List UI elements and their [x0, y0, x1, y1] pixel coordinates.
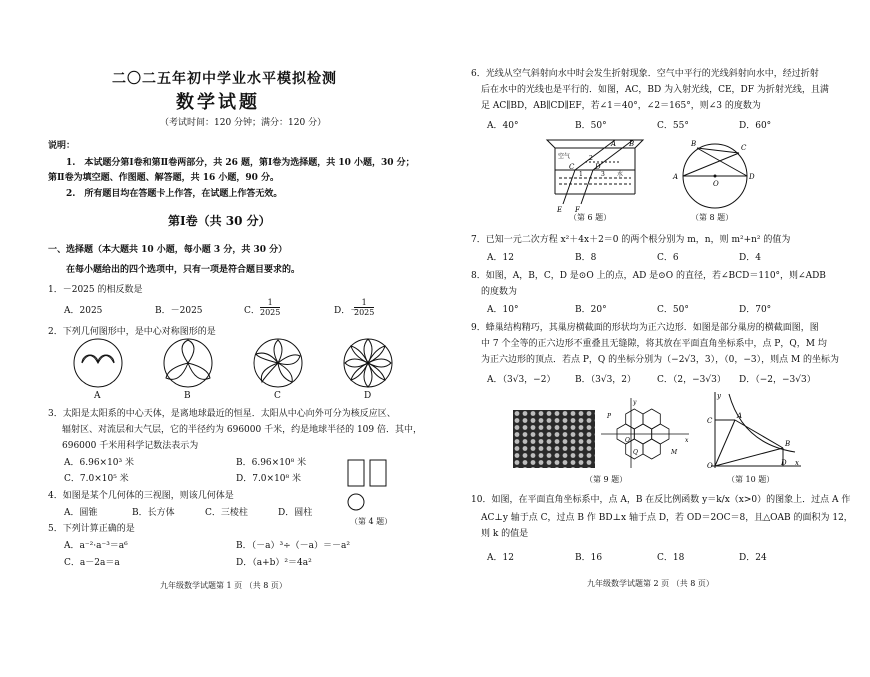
p6-label-e: E — [557, 206, 563, 214]
note-2: 2. 所有题目均在答题卡上作答，在试题上作答无效。 — [66, 189, 283, 199]
p9-label-x: x — [685, 437, 689, 444]
q2-figure-b — [164, 339, 212, 387]
q6-figure-caption: （第 6 题） — [569, 213, 612, 222]
p6-label-b: B — [629, 140, 635, 148]
q9-line-1: 9．蜂巢结构精巧，其巢房横截面的形状均为正六边形．如图是部分巢房的横截面图，图 — [471, 323, 819, 333]
q7-option-a: A．12 — [487, 253, 514, 263]
p6-label-a: A — [611, 140, 617, 148]
p10-label-b: B — [785, 440, 791, 448]
q5-option-a: A．a⁻²·a⁻³＝a⁶ — [64, 541, 128, 551]
q3-option-d: D．7.0×10⁸ 米 — [236, 474, 301, 484]
p10-label-c: C — [707, 417, 713, 425]
p9-label-y: y — [633, 399, 637, 406]
p6-label-f: F — [575, 206, 580, 214]
page-1-footer: 九年级数学试题第 1 页 （共 8 页） — [160, 581, 287, 590]
q6-option-a: A．40° — [487, 121, 519, 131]
p8-label-o: O — [713, 180, 719, 188]
q4-figure-caption: （第 4 题） — [350, 517, 393, 526]
q6-line-3: 足 AC∥BD，AB∥CD∥EF，若∠1＝40°，∠2＝165°，则∠3 的度数为 — [481, 101, 761, 111]
q3-line-3: 696000 千米用科学记数法表示为 — [62, 441, 199, 451]
q3-line-2: 辐射区、对流层和大气层，它的半径约为 696000 千米，约是地球半径的 109 倍．其中， — [62, 425, 422, 435]
q3-option-b: B．6.96×10⁸ 米 — [236, 458, 307, 468]
q2-label-d: D — [364, 391, 372, 401]
q1-option-b: B．－2025 — [155, 306, 203, 316]
q6-option-c: C．55° — [657, 121, 689, 131]
q4-stem: 4．如图是某个几何体的三视图，则该几何体是 — [48, 491, 234, 501]
q7-option-c: C．6 — [657, 253, 679, 263]
q10-option-b: B．16 — [575, 553, 603, 563]
q2-figure-c — [254, 339, 302, 387]
q9-honeycomb-photo — [513, 410, 595, 468]
p9-label-q: Q — [633, 449, 638, 456]
q2-label-c: C — [274, 391, 281, 401]
q3-option-c: C．7.0×10⁵ 米 — [64, 474, 129, 484]
q7-option-b: B．8 — [575, 253, 597, 263]
part-title: 第Ⅰ卷（共 30 分） — [168, 214, 271, 228]
q8-line-2: 的度数为 — [481, 287, 518, 297]
exam-info: （考试时间：120 分钟；满分：120 分） — [160, 118, 327, 128]
q9-option-d: D．（−2，−3√3） — [739, 375, 816, 385]
q10-coordinate-figure — [703, 390, 803, 470]
p6-label-angle-1: 1 — [579, 171, 583, 178]
p6-label-angle-2: 2 — [589, 155, 593, 162]
q3-option-a: A．6.96×10³ 米 — [64, 458, 135, 468]
q8-option-a: A．10° — [487, 305, 519, 315]
q2-stem: 2．下列几何图形中，是中心对称图形的是 — [48, 327, 216, 337]
q10-line-1: 10．如图，在平面直角坐标系中，点 A，B 在反比例函数 y＝k/x（x>0）的图象上．过点 A 作 — [471, 495, 851, 505]
exam-page-2 — [435, 0, 870, 677]
q10-line-2: AC⊥y 轴于点 C，过点 B 作 BD⊥x 轴于点 D，若 OD＝2OC＝8，且△OAB 的面积为 12， — [481, 513, 853, 523]
q10-option-c: C．18 — [657, 553, 685, 563]
exam-title: 二〇二五年初中学业水平模拟检测 — [112, 71, 337, 87]
q10-option-a: A．12 — [487, 553, 514, 563]
q2-label-b: B — [184, 391, 191, 401]
q9-hexagon-grid-figure — [601, 396, 691, 470]
q8-option-c: C．50° — [657, 305, 689, 315]
p8-label-b: B — [691, 140, 697, 148]
q6-option-b: B．50° — [575, 121, 607, 131]
p8-center-dot — [714, 175, 717, 178]
p8-label-c: C — [741, 144, 747, 152]
p6-label-water: 水 — [617, 171, 624, 178]
hexagon-cell — [626, 409, 643, 429]
q5-option-b: B．（－a）³÷（－a）＝－a² — [236, 541, 350, 551]
p6-label-air: 空气 — [558, 153, 571, 160]
q7-stem: 7．已知一元二次方程 x²＋4x＋2＝0 的两个根分别为 m，n，则 m²+n² 的值为 — [471, 235, 791, 245]
q8-option-d: D．70° — [739, 305, 772, 315]
q9-figure-caption: （第 9 题） — [585, 475, 628, 484]
q1-option-a: A．2025 — [64, 306, 103, 316]
q1-d-denominator: 2025 — [354, 308, 375, 317]
hexagon-cell — [643, 439, 660, 459]
q9-line-2: 中 7 个全等的正六边形不重叠且无缝隙，将其放在平面直角坐标系中，点 P，Q，M 均 — [481, 339, 827, 349]
q10-figure-caption: （第 10 题） — [727, 475, 775, 484]
q6-refraction-figure — [545, 136, 645, 216]
p6-label-c: C — [569, 163, 575, 171]
q8-circle-figure — [663, 136, 763, 216]
q4-option-c: C．三棱柱 — [205, 508, 248, 518]
q1-c-numerator: 1 — [260, 298, 280, 308]
note-1-cont: 第Ⅱ卷为填空题、作图题、解答题，共 16 小题，90 分。 — [48, 173, 280, 183]
p9-label-m: M — [671, 449, 678, 456]
q2-label-a: A — [94, 391, 101, 401]
p10-label-a: A — [737, 412, 743, 420]
note-1: 1. 本试题分第Ⅰ卷和第Ⅱ卷两部分，共 26 题，第Ⅰ卷为选择题，共 10 小题，30 分； — [66, 158, 415, 168]
q6-line-1: 6．光线从空气斜射向水中时会发生折射现象．空气中平行的光线斜射向水中，经过折射 — [471, 69, 819, 79]
hexagon-cell — [643, 409, 660, 429]
q1-c-denominator: 2025 — [260, 308, 281, 317]
q6-line-2: 后在水中的光线也是平行的．如图，AC，BD 为入射光线，CE，DF 为折射光线，且满 — [481, 85, 829, 95]
p8-label-a: A — [673, 173, 679, 181]
q4-option-a: A．圆锥 — [64, 508, 98, 518]
p6-label-d: D — [595, 163, 601, 171]
q6-option-d: D．60° — [739, 121, 772, 131]
q9-option-b: B．（3√3，2） — [575, 375, 637, 385]
q10-option-d: D．24 — [739, 553, 767, 563]
q7-option-d: D．4 — [739, 253, 761, 263]
section-desc: 在每小题给出的四个选项中，只有一项是符合题目要求的。 — [66, 265, 301, 275]
p8-label-d: D — [749, 173, 755, 181]
page-2-footer: 九年级数学试题第 2 页 （共 8 页） — [587, 579, 714, 588]
q9-option-a: A．（3√3，−2） — [487, 375, 556, 385]
q2-figure-a — [74, 339, 122, 387]
section-heading: 一、选择题（本大题共 10 小题，每小题 3 分，共 30 分） — [48, 245, 288, 255]
q8-line-1: 8．如图，A，B，C，D 是⊙O 上的点，AD 是⊙O 的直径，若∠BCD＝110°，则∠ADB — [471, 271, 826, 281]
q2-figure-d — [344, 339, 392, 387]
q4-option-d: D．圆柱 — [278, 508, 313, 518]
q9-line-3: 为正六边形的顶点．若点 P，Q 的坐标分别为（−2√3，3），（0，−3），则点 M 的坐标为 — [481, 355, 840, 365]
p10-label-y: y — [717, 392, 721, 400]
q1-d-numerator: 1 — [354, 298, 374, 308]
subject-title: 数学试题 — [176, 92, 260, 113]
note-heading: 说明： — [48, 141, 76, 151]
q8-option-b: B．20° — [575, 305, 607, 315]
q10-line-3: 则 k 的值是 — [481, 529, 529, 539]
q4-option-b: B．长方体 — [132, 508, 175, 518]
q8-figure-caption: （第 8 题） — [691, 213, 734, 222]
q3-line-1: 3．太阳是太阳系的中心天体，是离地球最近的恒星．太阳从中心向外可分为核反应区、 — [48, 409, 396, 419]
p9-label-o: O — [625, 437, 630, 444]
q1-option-d: D．－ — [334, 306, 360, 316]
q1-option-c-fraction — [260, 298, 280, 317]
q1-stem: 1．－2025 的相反数是 — [48, 285, 143, 295]
q1-option-c: C． — [244, 306, 260, 316]
p6-label-angle-3: 3 — [601, 171, 605, 178]
q9-option-c: C．（2，−3√3） — [657, 375, 726, 385]
p10-label-o: O — [707, 462, 713, 470]
q5-stem: 5．下列计算正确的是 — [48, 524, 135, 534]
q1-option-d-fraction — [354, 298, 374, 317]
p10-label-x: x — [795, 459, 799, 467]
q5-option-c: C．a－2a＝a — [64, 558, 120, 568]
q5-option-d: D．（a+b）²＝4a² — [236, 558, 312, 568]
p10-label-d: D — [781, 459, 787, 467]
p9-label-p: P — [607, 413, 612, 420]
